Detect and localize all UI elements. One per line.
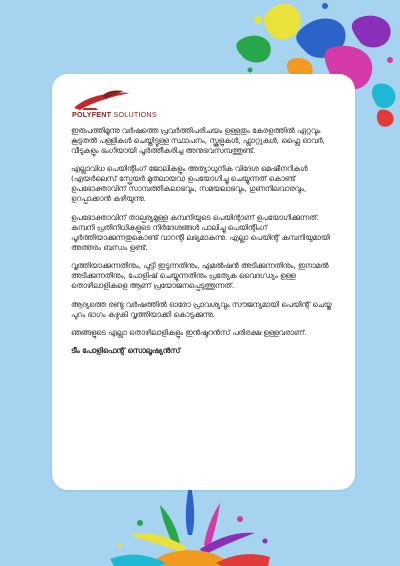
- signature: ടീം പോളിഫെന്റ് സൊലൂഷ്യൻസ്: [71, 346, 180, 356]
- paragraph-insurance: ഞങ്ങളുടെ എല്ലാ തൊഴിലാളികളും ഇൻഷുറൻസ് പരിരക്ഷ ഉള്ളവരാണ്.: [71, 327, 307, 337]
- company-name-rest: SOLUTIONS: [111, 110, 157, 119]
- paragraph-experience: ഇരുപത്തിമൂന്നു വർഷത്തെ പ്രവർത്തിപരിചയം ഉള്ളതും കേരളത്തിൽ ഏറ്റവും കൂടുതൽ പള്ളികൾ ചെയ്തിട്ടുള്ള സ്ഥാപനം, സ്കൂളുകൾ, ഫ്ലാറ്റുകൾ, ഫ്ലൈ ഓവർ, വീടുകളും ഭംഗിയായി പൂർത്തീകരിച്ച അനുഭവസമ്പത്തുണ്ട്.: [71, 126, 325, 155]
- letter-body: [71, 126, 333, 365]
- letter-card: [52, 74, 355, 490]
- company-name-bold: POLYFENT: [72, 110, 112, 119]
- paragraph-machinery: എല്ലാവിധ പെയിന്റിംഗ് ജോലികളും അത്യാധുനിക വിദേശ മെഷീനറികൾ (എയർലെസ് സ്പ്രേയർ മുതലായവ) ഉപയോഗിച്ചു ചെയ്യുന്നത് കൊണ്ട് ഉപഭോക്താവിന് സാമ്പത്തികലാഭവും, സമയലാഭവും, ഗുണനിലവാരവും, ഉറപ്പാക്കാൻ കഴിയുന്നു.: [71, 164, 308, 204]
- paragraph-free-cleaning: ആദ്യത്തെ രണ്ടു വർഷത്തിൽ ഓരോ പ്രാവശ്യവും സൗജന്യമായി പെയിന്റ് ചെയ്ത പുറം ഭാഗം കഴുകി വൃത്തിയാക്കി കൊടുക്കുന്നു.: [71, 299, 332, 319]
- company-name: [72, 110, 157, 119]
- paragraph-skilled-workers: വൃത്തിയാക്കുന്നതിനും, പുട്ടി ഇടുന്നതിനും, എമൽഷൻ അടിക്കുന്നതിനും, ഇനാമൽ അടിക്കുന്നതിനും, പോളിഷ് ചെയ്യുന്നതിനും പ്രത്യേക വൈദഗ്ധ്യം ഉള്ള തൊഴിലാളികളെ ആണ് പ്രയോജനപ്പെടുത്തുന്നത്.: [71, 261, 329, 291]
- paint-brush-logo-icon: [72, 90, 132, 110]
- paragraph-warranty: ഉപഭോക്താവിന് താല്പര്യമുള്ള കമ്പനിയുടെ പെയിന്റാണ് ഉപയോഗിക്കുന്നത്. കമ്പനി പ്രതിനിധികളുടെ നിർദേശങ്ങൾ പാലിച്ചു പെയിന്റിംഗ് പൂർത്തിയാക്കുന്നതുകൊണ്ട് വാറന്റി ലഭ്യമാകുന്നു. എല്ലാ പെയിന്റ് കമ്പനിയുമായി അത്തരം ബന്ധം ഉണ്ട്.: [71, 212, 330, 252]
- company-logo: [72, 90, 192, 120]
